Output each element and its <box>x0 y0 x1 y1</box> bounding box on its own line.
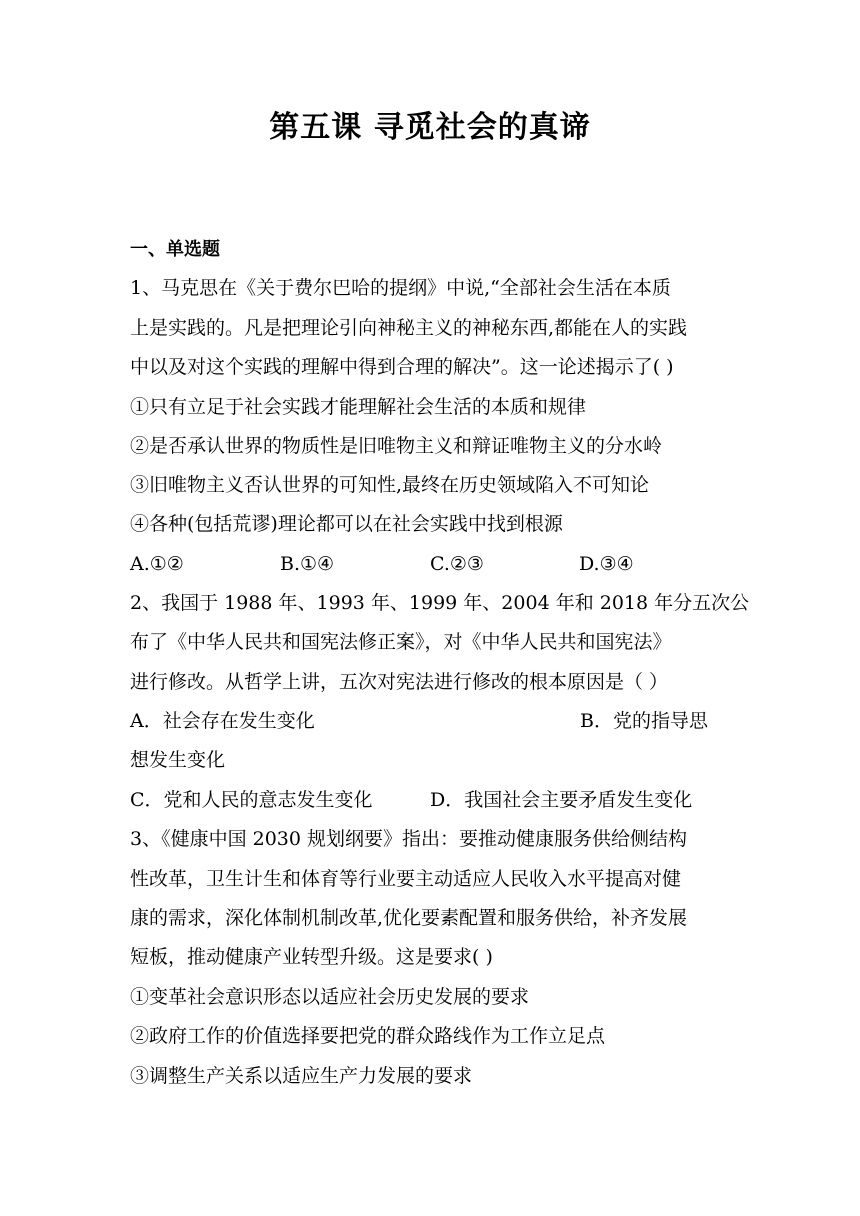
q1-statement-2: ②是否承认世界的物质性是旧唯物主义和辩证唯物主义的分水岭 <box>130 435 663 457</box>
q1-option-d: D.③④ <box>579 553 634 575</box>
q2-option-a: A．社会存在发生变化 <box>130 710 315 732</box>
q1-option-a: A.①② <box>130 553 184 575</box>
q1-line-1: 1、马克思在《关于费尔巴哈的提纲》中说,“全部社会生活在本质 <box>130 277 671 299</box>
q3-line-1: 3、《健康中国 2030 规划纲要》指出：要推动健康服务供给侧结构 <box>130 828 688 850</box>
q2-option-b-continued: 想发生变化 <box>130 749 226 771</box>
q1-line-2: 上是实践的。凡是把理论引向神秘主义的神秘东西,都能在人的实践 <box>130 317 688 339</box>
q3-line-3: 康的需求，深化体制机制改革,优化要素配置和服务供给，补齐发展 <box>130 907 688 929</box>
q2-line-1: 2、我国于 1988 年、1993 年、1999 年、2004 年和 2018 年分五次公 <box>130 592 750 614</box>
q3-statement-1: ①变革社会意识形态以适应社会历史发展的要求 <box>130 986 530 1008</box>
section-heading: 一、单选题 <box>130 239 220 260</box>
q1-statement-1: ①只有立足于社会实践才能理解社会生活的本质和规律 <box>130 396 587 418</box>
page-title: 第五课 寻觅社会的真谛 <box>269 110 591 145</box>
q3-line-4: 短板，推动健康产业转型升级。这是要求( ) <box>130 946 493 968</box>
q2-option-b: B．党的指导思 <box>580 710 708 732</box>
q2-option-d: D．我国社会主要矛盾发生变化 <box>430 789 693 811</box>
q3-statement-3: ③调整生产关系以适应生产力发展的要求 <box>130 1065 473 1087</box>
q2-option-c: C．党和人民的意志发生变化 <box>130 789 373 811</box>
q2-line-2: 布了《中华人民共和国宪法修正案》，对《中华人民共和国宪法》 <box>130 631 672 653</box>
q3-line-2: 性改革，卫生计生和体育等行业要主动适应人民收入水平提高对健 <box>130 868 682 890</box>
q3-statement-2: ②政府工作的价值选择要把党的群众路线作为工作立足点 <box>130 1025 606 1047</box>
q1-option-b: B.①④ <box>280 553 335 575</box>
q1-statement-4: ④各种(包括荒谬)理论都可以在社会实践中找到根源 <box>130 513 563 535</box>
q1-statement-3: ③旧唯物主义否认世界的可知性,最终在历史领域陷入不可知论 <box>130 474 650 496</box>
q1-option-c: C.②③ <box>430 553 484 575</box>
q2-line-3: 进行修改。从哲学上讲，五次对宪法进行修改的根本原因是（ ） <box>130 671 669 693</box>
q1-line-3: 中以及对这个实践的理解中得到合理的解决”。这一论述揭示了( ) <box>130 356 674 378</box>
